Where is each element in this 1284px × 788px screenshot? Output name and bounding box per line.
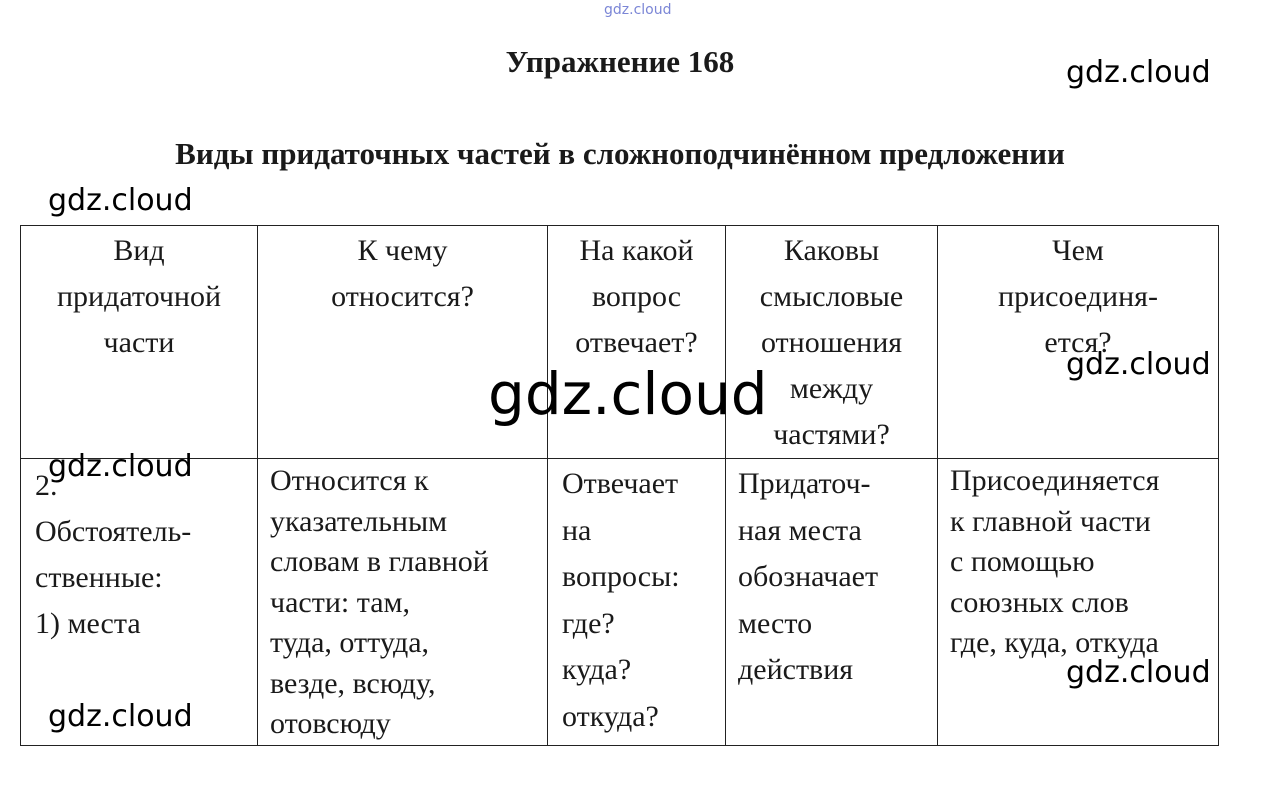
watermark: gdz.cloud bbox=[1066, 347, 1211, 382]
header-cell-semantic-relations: Каковы смысловые отношения между частями? bbox=[726, 226, 938, 459]
cell-question: Отвечает на вопросы: где? куда? откуда? bbox=[548, 459, 726, 746]
cell-connected-by: Присоединяется к главной части с помощью союзных слов где, куда, откуда bbox=[938, 459, 1219, 746]
header-cell-question: На какой вопрос отвечает? bbox=[548, 226, 726, 459]
header-cell-relates-to: К чему относится? bbox=[258, 226, 548, 459]
cell-semantic-relations: Придаточ- ная места обозначает место действия bbox=[726, 459, 938, 746]
table-row bbox=[21, 459, 1219, 746]
watermark: gdz.cloud bbox=[48, 449, 193, 484]
cell-clause-type: 2. Обстоятель- ственные: 1) места bbox=[21, 459, 258, 746]
watermark: gdz.cloud bbox=[1066, 655, 1211, 690]
exercise-title: Упражнение 168 bbox=[505, 44, 735, 79]
watermark: gdz.cloud bbox=[48, 183, 193, 218]
watermark-center: gdz.cloud bbox=[488, 360, 768, 428]
watermark: gdz.cloud bbox=[48, 699, 193, 734]
header-cell-connected-by: Чем присоединя- ется? bbox=[938, 226, 1219, 459]
table-caption: Виды придаточных частей в сложноподчинённом предложении bbox=[175, 136, 1065, 171]
cell-relates-to: Относится к указательным словам в главной части: там, туда, оттуда, везде, всюду, отовсюду bbox=[258, 459, 548, 746]
clause-types-table bbox=[20, 225, 1219, 746]
header-cell-clause-type: Вид придаточной части bbox=[21, 226, 258, 459]
watermark-top: gdz.cloud bbox=[604, 2, 672, 18]
watermark: gdz.cloud bbox=[1066, 55, 1211, 90]
